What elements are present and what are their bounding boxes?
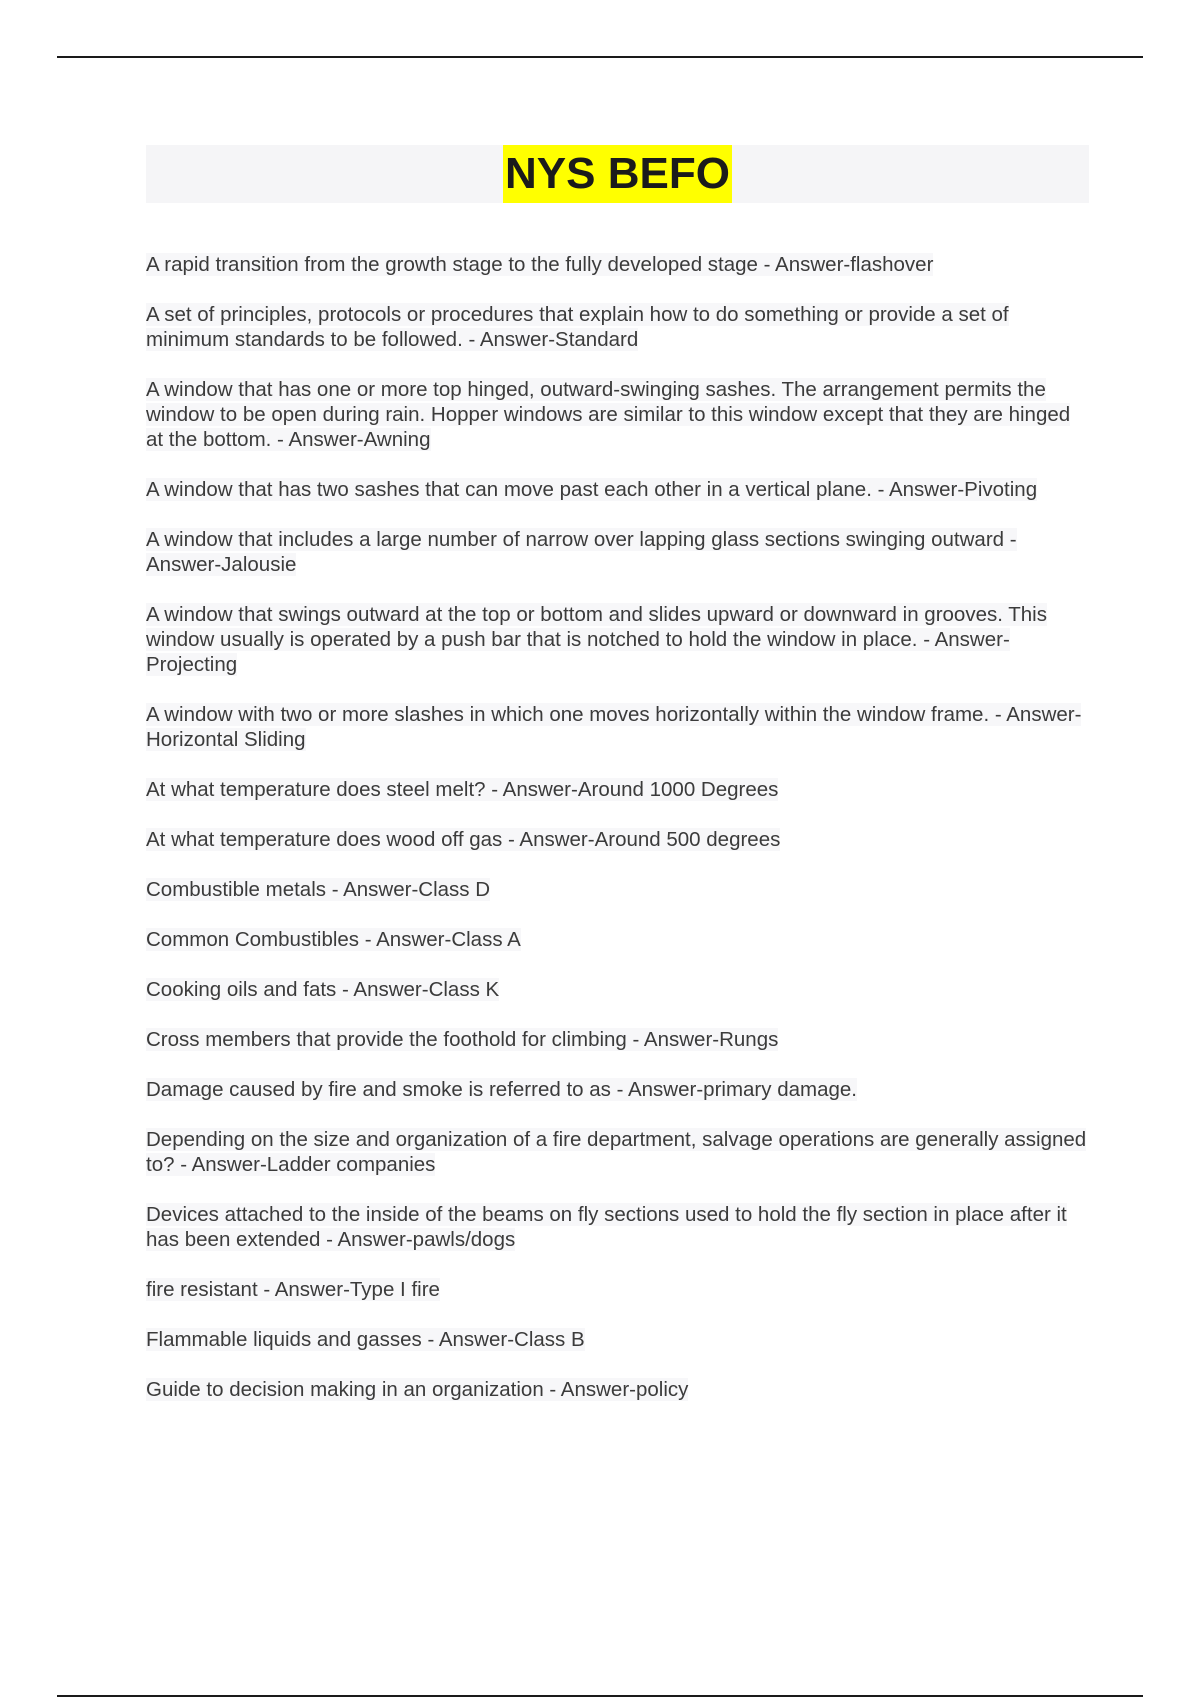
flashcard-entry: Devices attached to the inside of the beams on fly sections used to hold the fly section in place after it has been extended - Answer-pawls/dogs (146, 1203, 1067, 1251)
bottom-rule (57, 1695, 1143, 1697)
flashcard-entry: Depending on the size and organization of a fire department, salvage operations are generally assigned to? - Answer-Ladder companies (146, 1128, 1087, 1176)
flashcard-entry: Guide to decision making in an organization - Answer-policy (146, 1378, 689, 1401)
flashcard-entry: A set of principles, protocols or procedures that explain how to do something or provide a set of minimum standards to be followed. - Answer-Standard (146, 303, 1009, 351)
flashcard-entry: At what temperature does steel melt? - Answer-Around 1000 Degrees (146, 778, 779, 801)
flashcard-list (146, 252, 1089, 1427)
flashcard-entry: Cooking oils and fats - Answer-Class K (146, 978, 500, 1001)
top-rule (57, 56, 1143, 58)
flashcard-entry: Common Combustibles - Answer-Class A (146, 928, 521, 951)
flashcard-entry: Damage caused by fire and smoke is referred to as - Answer-primary damage. (146, 1078, 857, 1101)
page-title: NYS BEFO (503, 145, 732, 203)
flashcard-entry: A rapid transition from the growth stage to the fully developed stage - Answer-flashover (146, 253, 934, 276)
title-band (146, 145, 1089, 203)
flashcard-entry: A window with two or more slashes in which one moves horizontally within the window frame. - Answer-Horizontal Sliding (146, 703, 1082, 751)
flashcard-entry: A window that has one or more top hinged, outward-swinging sashes. The arrangement permits the window to be open during rain. Hopper windows are similar to this window except that they are hinged at the bottom. - Answer-Awning (146, 378, 1071, 451)
flashcard-entry: Cross members that provide the foothold for climbing - Answer-Rungs (146, 1028, 779, 1051)
flashcard-entry: At what temperature does wood off gas - Answer-Around 500 degrees (146, 828, 781, 851)
flashcard-entry: Flammable liquids and gasses - Answer-Class B (146, 1328, 585, 1351)
flashcard-entry: A window that has two sashes that can move past each other in a vertical plane. - Answer-Pivoting (146, 478, 1038, 501)
flashcard-entry: A window that includes a large number of narrow over lapping glass sections swinging outward - Answer-Jalousie (146, 528, 1017, 576)
flashcard-entry: Combustible metals - Answer-Class D (146, 878, 491, 901)
flashcard-entry: A window that swings outward at the top or bottom and slides upward or downward in grooves. This window usually is operated by a push bar that is notched to hold the window in place. - Answer-Projecting (146, 603, 1047, 676)
flashcard-entry: fire resistant - Answer-Type I fire (146, 1278, 440, 1301)
